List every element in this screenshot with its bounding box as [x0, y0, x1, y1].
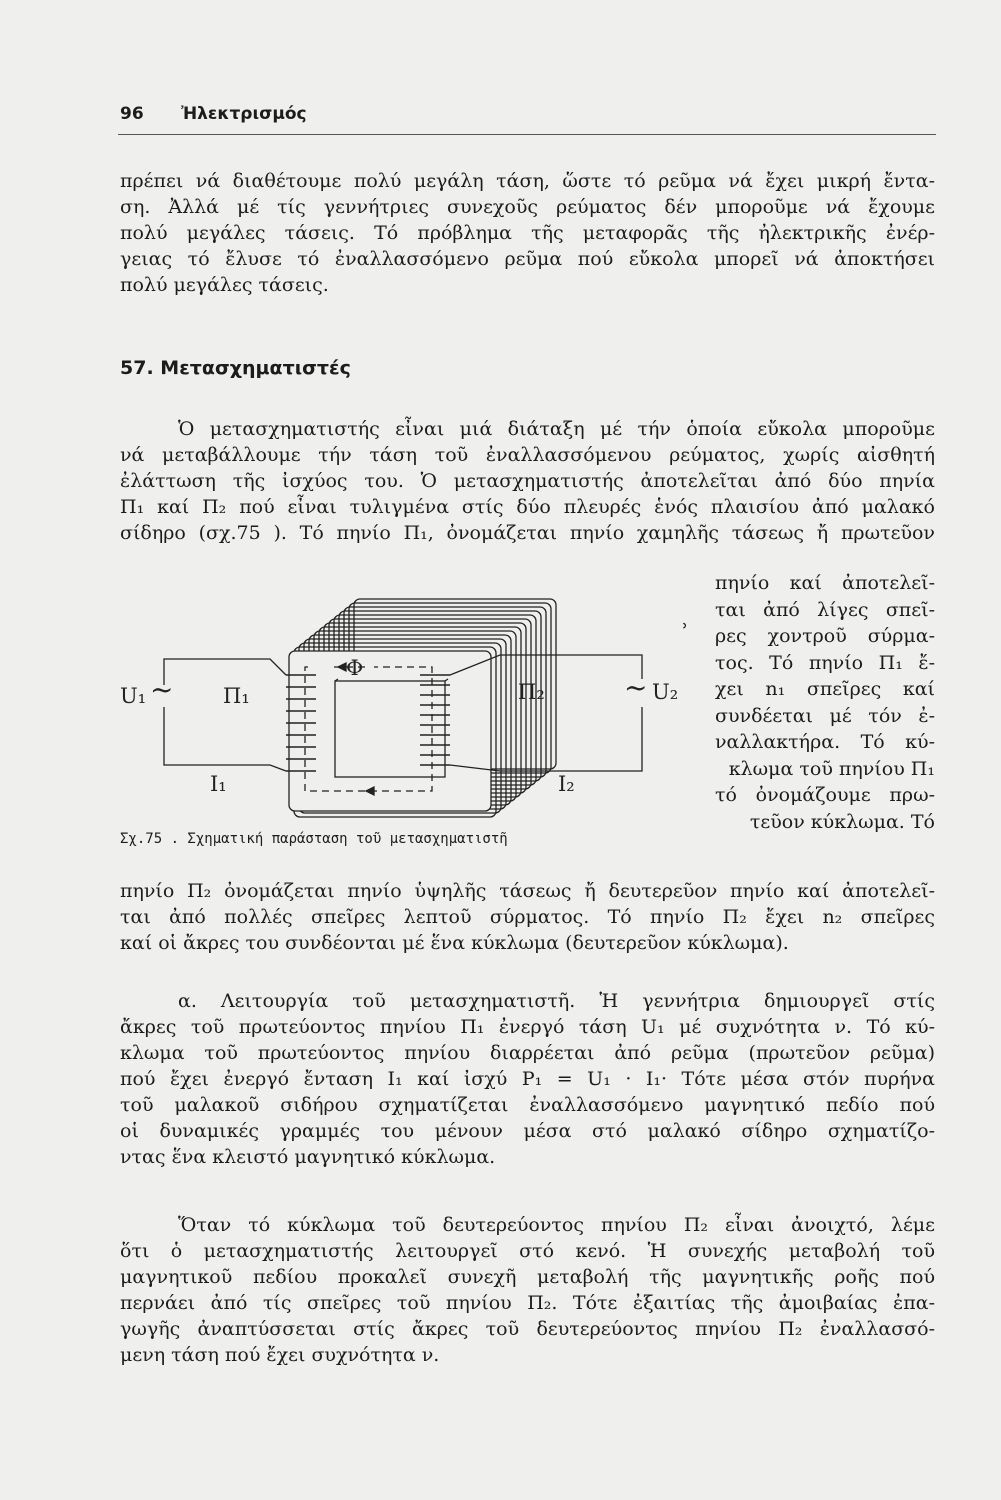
text-line: ἄκρες τοῦ πρωτεύοντος πηνίου Π₁ ἐνεργό τάση U₁ μέ συχνότητα ν. Τό κύ-: [120, 1016, 935, 1038]
current-primary-label: I₁: [210, 772, 227, 796]
text-line: μαγνητικοῦ πεδίου προκαλεῖ συνεχῆ μεταβολή τῆς μαγνητικῆς ροῆς πού: [120, 1266, 935, 1288]
text-line: ὅτι ὁ μετασχηματιστής λειτουργεῖ στό κενό. Ἡ συνεχής μεταβολή τοῦ: [120, 1240, 935, 1262]
apostrophe-mark: ʾ: [682, 620, 689, 644]
text-line: α. Λειτουργία τοῦ μετασχηματιστῆ. Ἡ γεννήτρια δημιουργεῖ στίς: [178, 990, 935, 1012]
text-line: πολύ μεγάλες τάσεις.: [120, 274, 329, 296]
text-line: ναλλακτήρα. Τό κύ-: [715, 731, 935, 753]
text-line: νά μεταβάλλουμε τήν τάση τοῦ ἐναλλασσόμενου ρεύματος, χωρίς αἰσθητή: [120, 444, 935, 466]
side-column-text: [715, 570, 935, 835]
transformer-figure: [120, 575, 710, 845]
text-line: ται ἀπό λίγες σπεῖ-: [715, 598, 935, 621]
after-figure-paragraph: [120, 878, 935, 956]
section-heading: [120, 357, 351, 379]
text-line: πηνίο καί ἀποτελεῖ-: [715, 572, 935, 594]
text-line: γωγῆς ἀναπτύσσεται στίς ἄκρες τοῦ δευτερεύοντος πηνίου Π₂ ἐναλλασσό-: [120, 1318, 935, 1340]
text-line: σίδηρο (σχ.75 ). Τό πηνίο Π₁, ὀνομάζεται πηνίο χαμηλῆς τάσεως ἤ πρωτεῦον: [120, 522, 935, 544]
text-line: ται ἀπό πολλές σπεῖρες λεπτοῦ σύρματος. Τό πηνίο Π₂ ἔχει n₂ σπεῖρες: [120, 906, 935, 928]
definition-paragraph: [120, 416, 935, 546]
section-title: Μετασχηματιστές: [160, 357, 351, 379]
ac-source-symbol: ~: [150, 673, 174, 706]
section-number: 57.: [120, 357, 154, 379]
text-line: χει n₁ σπεῖρες καί: [715, 678, 935, 700]
text-line: γειας τό ἔλυσε τό ἐναλλασσόμενο ρεῦμα πού εὔκολα μπορεῖ νά ἀποκτήσει: [120, 248, 935, 270]
transformer-diagram: [120, 575, 710, 845]
text-line: ἐλάττωση τῆς ἰσχύος του. Ὁ μετασχηματιστής ἀποτελεῖται ἀπό δύο πηνία: [120, 470, 935, 492]
text-line: οἱ δυναμικές γραμμές του μένουν μέσα στό μαλακό σίδηρο σχηματίζο-: [120, 1120, 935, 1142]
text-line: μενη τάση πού ἔχει συχνότητα ν.: [120, 1344, 440, 1366]
text-line: ρες χοντροῦ σύρμα-: [715, 625, 935, 647]
text-line: κλωμα τοῦ πρωτεύοντος πηνίου διαρρέεται ἀπό ρεῦμα (πρωτεῦον ρεῦμα): [120, 1042, 935, 1064]
text-line: Ὅταν τό κύκλωμα τοῦ δευτερεύοντος πηνίου Π₂ εἶναι ἀνοιχτό, λέμε: [178, 1214, 935, 1236]
text-line: ντας ἕνα κλειστό μαγνητικό κύκλωμα.: [120, 1146, 496, 1168]
figure-caption: Σχ.75 . Σχηματική παράσταση τοῦ μετασχηματιστῆ: [120, 831, 508, 847]
text-line: τό ὀνομάζουμε πρω-: [715, 784, 935, 806]
voltage-secondary-label: U₂: [652, 680, 679, 704]
running-title: Ἠλεκτρισμός: [181, 104, 307, 124]
text-line: περνάει ἀπό τίς σπεῖρες τοῦ πηνίου Π₂. Τότε ἐξαιτίας τῆς ἀμοιβαίας ἐπα-: [120, 1292, 935, 1314]
text-line: Π₁ καί Π₂ πού εἶναι τυλιγμένα στίς δύο πλευρές ἑνός πλαισίου ἀπό μαλακό: [120, 496, 935, 518]
text-line: πού ἔχει ἐνεργό ἔνταση I₁ καί ἰσχύ P₁ = U₁ · I₁· Τότε μέσα στόν πυρήνα: [120, 1068, 935, 1090]
coil-primary-label: Π₁: [223, 684, 250, 708]
text-line: καί οἱ ἄκρες του συνδέονται μέ ἕνα κύκλωμα (δευτερεῦον κύκλωμα).: [120, 932, 789, 954]
text-line: τεῦον κύκλωμα. Τό: [749, 810, 935, 833]
current-secondary-label: I₂: [558, 772, 575, 796]
text-line: συνδέεται μέ τόν ἐ-: [715, 704, 935, 727]
voltage-primary-label: U₁: [120, 684, 147, 708]
operation-paragraph: [120, 988, 935, 1170]
text-line: πρέπει νά διαθέτουμε πολύ μεγάλη τάση, ὥστε τό ρεῦμα νά ἔχει μικρή ἔντα-: [120, 170, 935, 192]
flux-label: Φ: [346, 656, 364, 680]
text-line: πολύ μεγάλες τάσεις. Τό πρόβλημα τῆς μεταφορᾶς τῆς ἠλεκτρικῆς ἐνέρ-: [120, 222, 935, 244]
text-line: Ὁ μετασχηματιστής εἶναι μιά διάταξη μέ τήν ὁποία εὔκολα μποροῦμε: [178, 418, 935, 440]
primary-circuit: [164, 659, 286, 771]
header-rule: [118, 134, 936, 135]
core-laminations: [289, 599, 556, 817]
ac-load-symbol: ~: [624, 671, 648, 704]
text-line: τοῦ μαλακοῦ σιδήρου σχηματίζεται ἐναλλασσόμενο μαγνητικό πεδίο πού: [120, 1094, 935, 1116]
coil-secondary-label: Π₂: [518, 680, 545, 704]
intro-paragraph: [120, 168, 935, 298]
page-number: 96: [120, 104, 144, 124]
page-header: [120, 104, 936, 124]
text-line: κλωμα τοῦ πηνίου Π₁: [728, 757, 935, 780]
open-circuit-paragraph: [120, 1212, 935, 1368]
text-line: πηνίο Π₂ ὀνομάζεται πηνίο ὑψηλῆς τάσεως ἤ δευτερεῦον πηνίο καί ἀποτελεῖ-: [120, 880, 935, 902]
text-line: ση. Ἀλλά μέ τίς γεννήτριες συνεχοῦς ρεύματος δέν μποροῦμε νά ἔχουμε: [120, 196, 935, 218]
text-line: τος. Τό πηνίο Π₁ ἔ-: [715, 651, 935, 674]
